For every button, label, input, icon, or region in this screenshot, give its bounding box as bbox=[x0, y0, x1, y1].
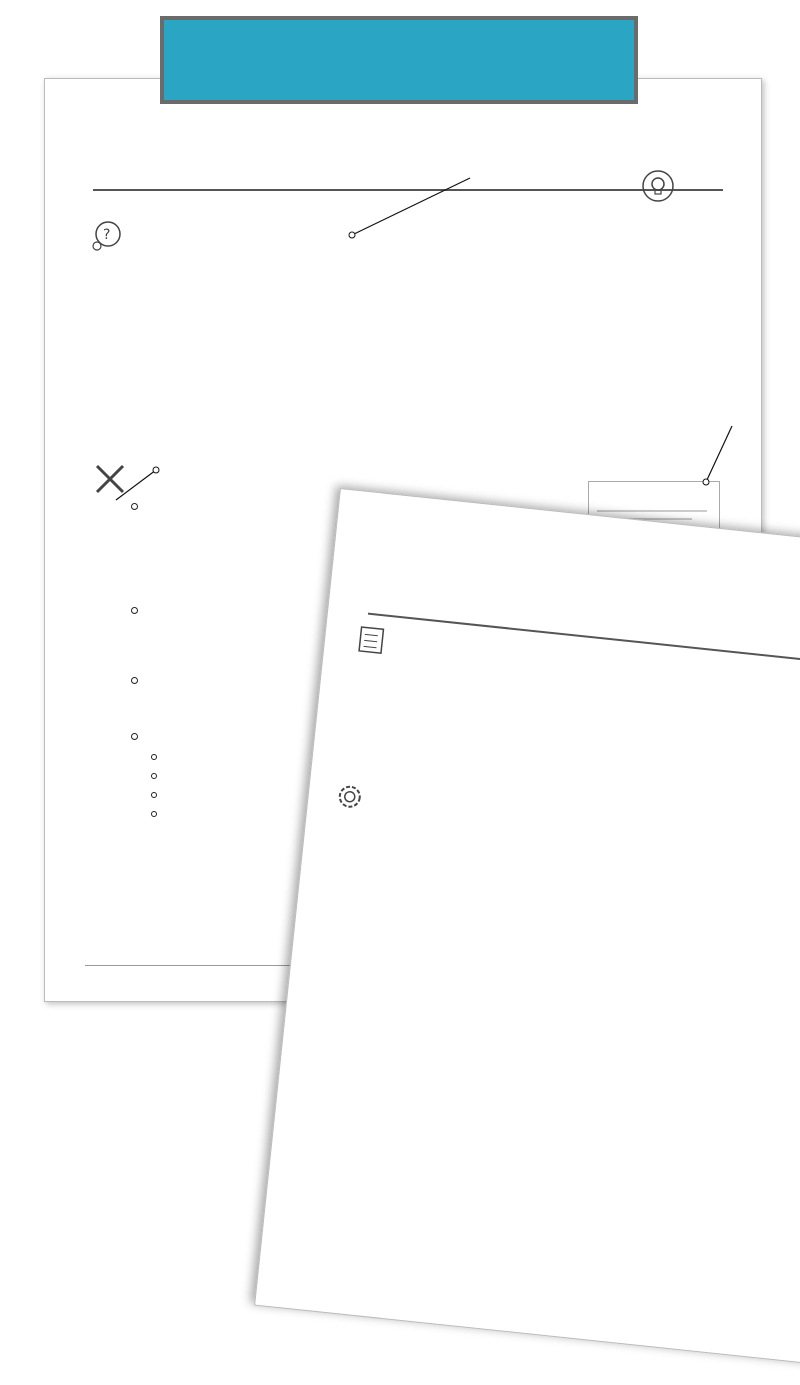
question-head-icon bbox=[91, 219, 125, 253]
sub-item bbox=[151, 749, 165, 764]
ruler-pencil-icon bbox=[93, 462, 127, 496]
sub-item bbox=[151, 787, 165, 802]
instructor-guides-banner bbox=[160, 16, 638, 104]
need-item-rope bbox=[131, 499, 150, 514]
need-item-rails bbox=[131, 603, 150, 618]
sub-item bbox=[151, 768, 165, 783]
guide-page-front bbox=[254, 488, 800, 1385]
svg-text:?: ? bbox=[103, 227, 111, 243]
sub-item bbox=[151, 806, 165, 821]
page2-title-rule bbox=[368, 613, 800, 688]
checklist-icon bbox=[356, 624, 389, 657]
need-item-copies bbox=[131, 729, 150, 744]
title-rule bbox=[93, 189, 723, 191]
lightbulb-icon bbox=[641, 169, 675, 203]
gear-icon bbox=[331, 778, 368, 815]
need-item-timer bbox=[131, 673, 150, 688]
